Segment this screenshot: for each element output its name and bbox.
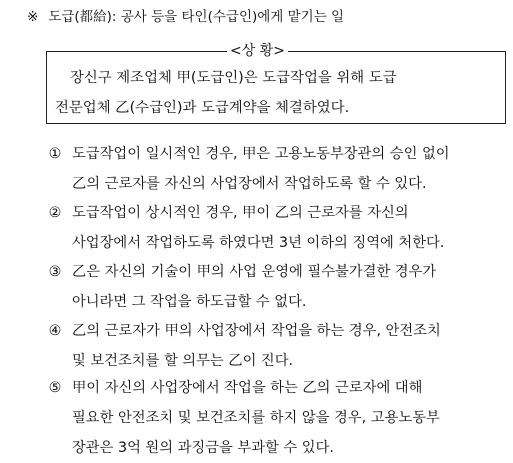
situation-title: <상 황> (227, 41, 288, 61)
situation-box (46, 43, 506, 124)
situation-line: 전문업체 乙(수급인)과 도급계약을 체결하였다. (55, 100, 350, 116)
situation-text (55, 63, 497, 123)
answer-choice-5[interactable] (44, 373, 513, 463)
choice-line: 乙은 자신의 기술이 甲의 사업 운영에 필수불가결한 경우가 (72, 264, 437, 280)
choice-line: 乙의 근로자가 甲의 사업장에서 작업을 하는 경우, 안전조치 (72, 323, 441, 339)
choice-line: 도급작업이 상시적인 경우, 甲이 乙의 근로자를 자신의 (72, 205, 409, 221)
choice-line: 장관은 3억 원의 과징금을 부과할 수 있다. (72, 440, 334, 456)
choice-number: ③ (48, 264, 62, 280)
situation-line: 장신구 제조업체 甲(도급인)은 도급작업을 위해 도급 (70, 70, 397, 86)
choice-line: 乙의 근로자를 자신의 사업장에서 작업하도록 할 수 있다. (72, 176, 427, 192)
reference-mark: ※ (27, 9, 39, 25)
answer-choice-1[interactable] (44, 139, 513, 199)
choice-number: ④ (48, 323, 62, 339)
choice-number: ② (48, 205, 62, 221)
choice-line: 아니라면 그 작업을 하도급할 수 없다. (72, 294, 307, 310)
choice-line: 도급작업이 일시적인 경우, 甲은 고용노동부장관의 승인 없이 (72, 146, 450, 162)
answer-choice-2[interactable] (44, 198, 513, 258)
choice-number: ⑤ (48, 380, 62, 396)
definition-text: 도급(都給): 공사 등을 타인(수급인)에게 맡기는 일 (48, 9, 345, 25)
choice-line: 필요한 안전조치 및 보건조치를 하지 않을 경우, 고용노동부 (72, 410, 440, 426)
choice-line: 사업장에서 작업하도록 하였다면 3년 이하의 징역에 처한다. (72, 235, 445, 251)
choice-line: 甲이 자신의 사업장에서 작업을 하는 乙의 근로자에 대해 (72, 380, 423, 396)
choice-number: ① (48, 146, 62, 162)
choice-line: 및 보건조치를 할 의무는 乙이 진다. (72, 353, 294, 369)
answer-choice-4[interactable] (44, 316, 513, 376)
definition-note (27, 8, 344, 26)
answer-choice-3[interactable] (44, 257, 513, 317)
